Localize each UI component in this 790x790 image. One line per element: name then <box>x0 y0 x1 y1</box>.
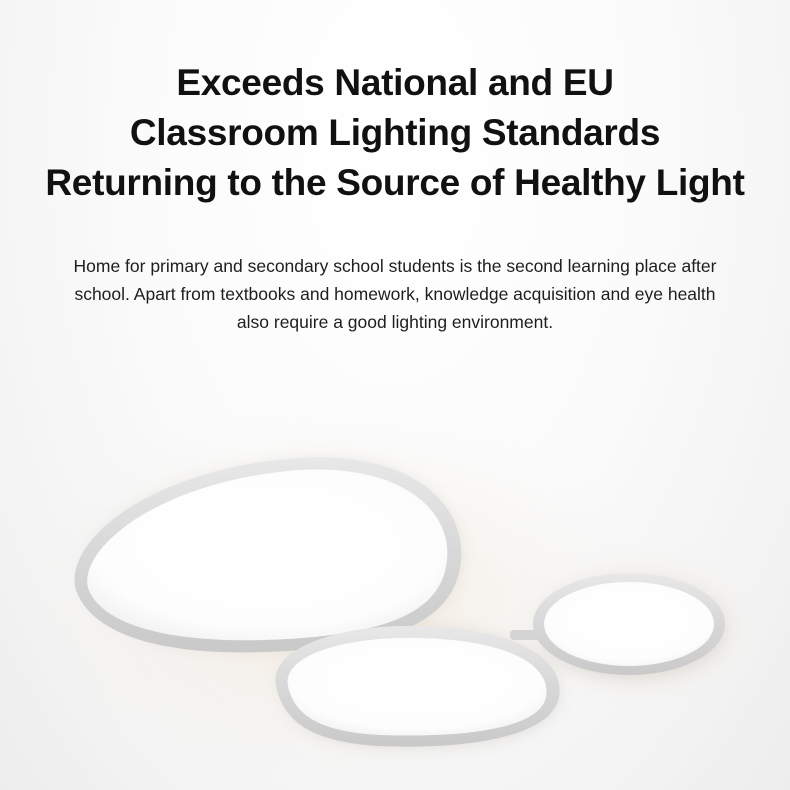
description-text: Home for primary and secondary school students is the second learning place after school. Apart from textbooks and homework, knowledge acquisition and eye health also require a good lighting environment. <box>73 256 717 332</box>
headline-line-3: Returning to the Source of Healthy Light <box>45 162 745 203</box>
headline-line-1: Exceeds National and EU <box>176 62 614 103</box>
headline-line-2: Classroom Lighting Standards <box>129 112 661 153</box>
ceiling-light-medium <box>275 626 559 747</box>
ceiling-light-small <box>533 573 725 675</box>
